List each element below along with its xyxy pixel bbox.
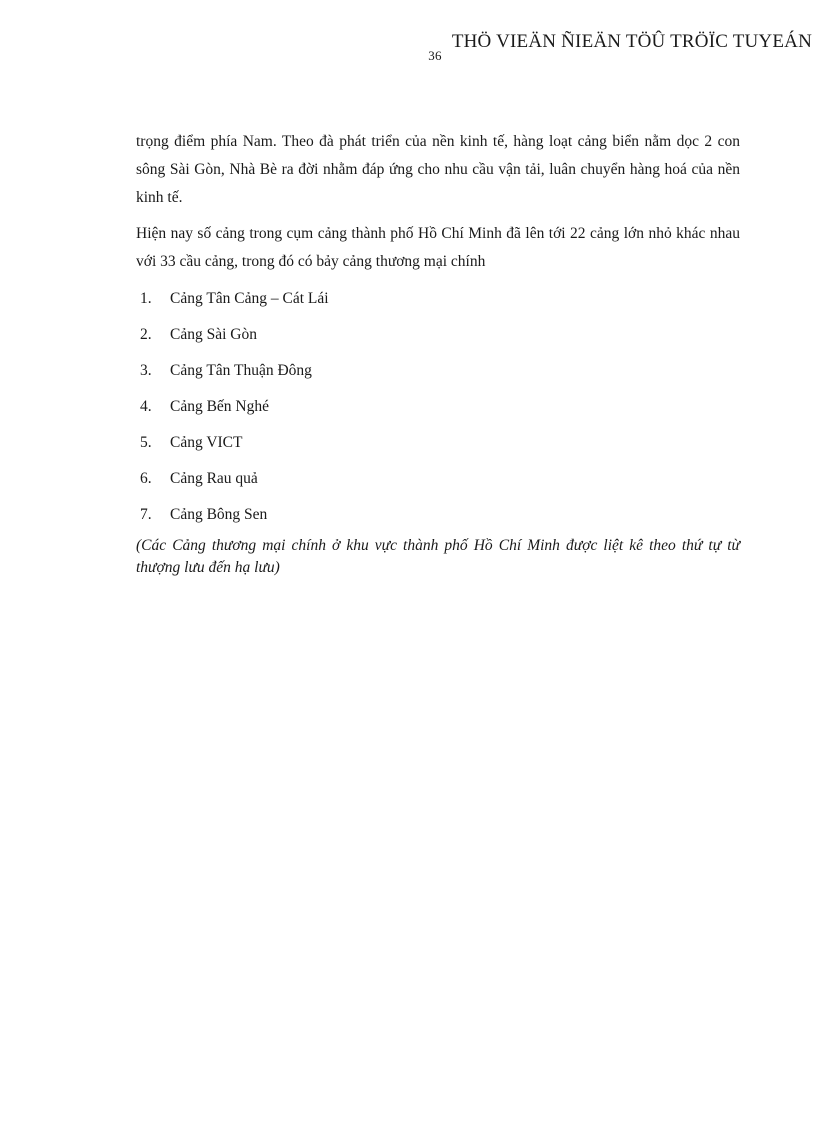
list-item bbox=[136, 425, 740, 461]
page-number: 36 bbox=[428, 48, 442, 63]
list-item-number: 1. bbox=[140, 290, 152, 307]
list-item bbox=[136, 461, 740, 497]
list-item bbox=[136, 389, 740, 425]
body-paragraph-1: trọng điểm phía Nam. Theo đà phát triển của nền kinh tế, hàng loạt cảng biển nằm dọc 2 con sông Sài Gòn, Nhà Bè ra đời nhằm đáp ứng cho nhu cầu vận tải, luân chuyển hàng hoá của nền kinh tế. bbox=[136, 133, 740, 206]
list-item bbox=[136, 497, 740, 533]
port-list bbox=[136, 281, 740, 533]
list-item-text: Cảng Bông Sen bbox=[170, 506, 268, 523]
list-item-text: Cảng Rau quả bbox=[170, 470, 258, 487]
list-item-number: 7. bbox=[140, 506, 152, 523]
header-watermark: THÖ VIEÄN ÑIEÄN TÖÛ TRÖÏC TUYEÁN bbox=[451, 31, 812, 52]
list-item bbox=[136, 317, 740, 353]
document-body bbox=[136, 128, 740, 579]
list-item-number: 5. bbox=[140, 434, 152, 451]
italic-note: (Các Cảng thương mại chính ở khu vực thành phố Hồ Chí Minh được liệt kê theo thứ tự từ thượng lưu đến hạ lưu) bbox=[136, 537, 740, 576]
list-item-number: 4. bbox=[140, 398, 152, 415]
list-item-text: Cảng Sài Gòn bbox=[170, 326, 257, 343]
list-item-text: Cảng VICT bbox=[170, 434, 243, 451]
list-item-text: Cảng Bến Nghé bbox=[170, 398, 270, 415]
list-item-text: Cảng Tân Cảng – Cát Lái bbox=[170, 290, 329, 307]
list-item-text: Cảng Tân Thuận Đông bbox=[170, 362, 312, 379]
list-item bbox=[136, 353, 740, 389]
list-item-number: 2. bbox=[140, 326, 152, 343]
list-item-number: 6. bbox=[140, 470, 152, 487]
list-item-number: 3. bbox=[140, 362, 152, 379]
list-item bbox=[136, 281, 740, 317]
body-paragraph-2: Hiện nay số cảng trong cụm cảng thành phố Hồ Chí Minh đã lên tới 22 cảng lớn nhỏ khác nhau với 33 cầu cảng, trong đó có bảy cảng thương mại chính bbox=[136, 225, 740, 270]
